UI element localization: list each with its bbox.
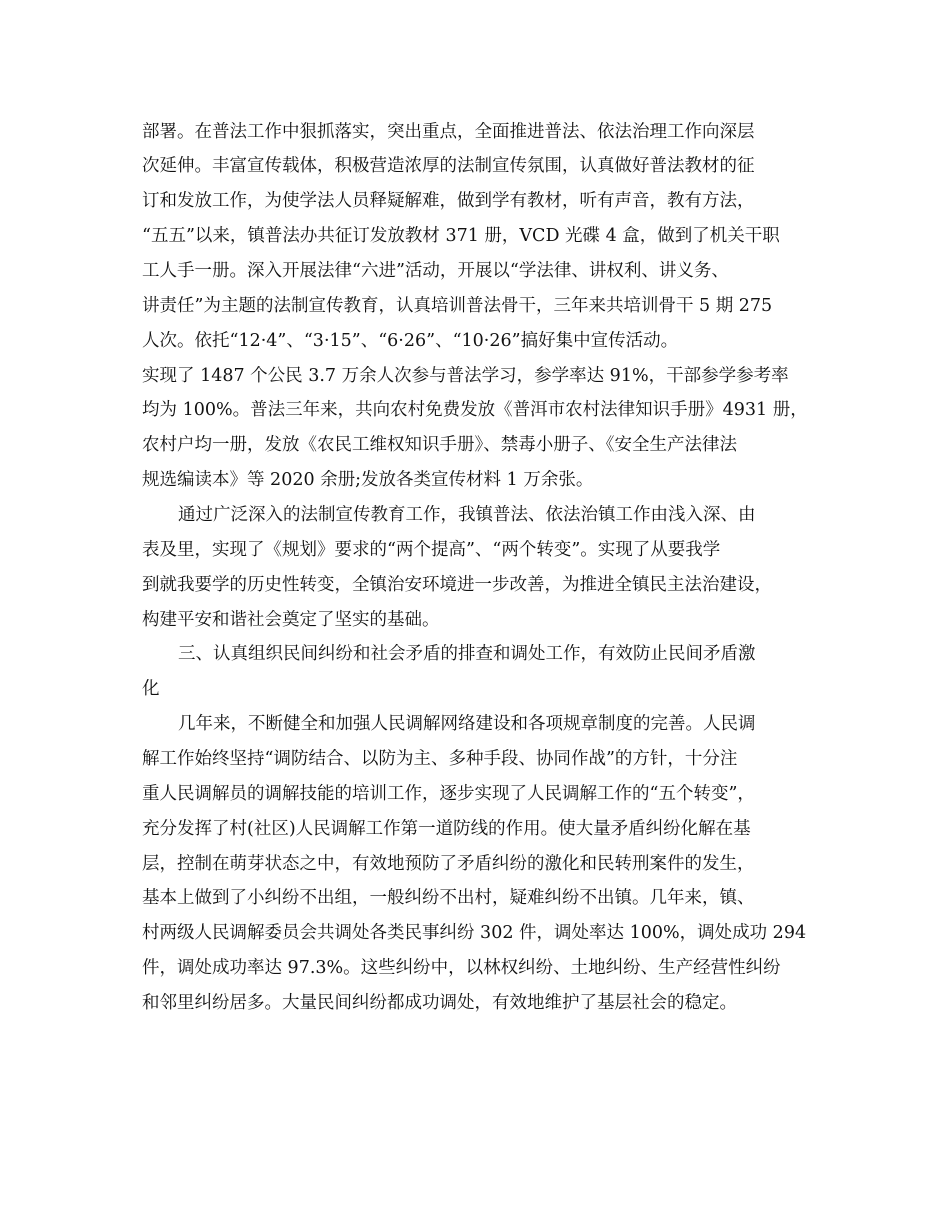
- text-line: 层，控制在萌芽状态之中，有效地预防了矛盾纠纷的激化和民转刑案件的发生，: [142, 854, 755, 874]
- text-line: 讲责任”为主题的法制宣传教育，认真培训普法骨干，三年来共培训骨干 5 期 275: [142, 296, 773, 316]
- paragraph-start-line: 几年来，不断健全和加强人民调解网络建设和各项规章制度的完善。人民调: [178, 714, 756, 734]
- text-line: 到就我要学的历史性转变，全镇治安环境进一步改善，为推进全镇民主法治建设，: [142, 575, 772, 595]
- text-line: 充分发挥了村(社区)人民调解工作第一道防线的作用。使大量矛盾纠纷化解在基: [142, 819, 751, 839]
- paragraph-start-line: 通过广泛深入的法制宣传教育工作，我镇普法、依法治镇工作由浅入深、由: [178, 505, 756, 525]
- section-heading-line: 三、认真组织民间纠纷和社会矛盾的排查和调处工作，有效防止民间矛盾激: [178, 644, 756, 664]
- text-line: 农村户均一册，发放《农民工维权知识手册》、禁毒小册子、《安全生产法律法: [142, 435, 737, 455]
- section-heading-line: 化: [142, 679, 160, 699]
- text-line: 订和发放工作，为使学法人员释疑解难，做到学有教材，听有声音，教有方法，: [142, 191, 755, 211]
- text-line: 构建平安和谐社会奠定了坚实的基础。: [142, 610, 440, 630]
- text-line: 和邻里纠纷居多。大量民间纠纷都成功调处，有效地维护了基层社会的稳定。: [142, 993, 737, 1013]
- text-line: 基本上做到了小纠纷不出组，一般纠纷不出村，疑难纠纷不出镇。几年来，镇、: [142, 888, 755, 908]
- text-line: 均为 100%。普法三年来，共向农村免费发放《普洱市农村法律知识手册》4931 册，: [142, 400, 808, 420]
- text-line: 表及里，实现了《规划》要求的“两个提高”、“两个转变”。实现了从要我学: [142, 540, 721, 560]
- text-line: 规选编读本》等 2020 余册;发放各类宣传材料 1 万余张。: [142, 470, 594, 490]
- text-line: 部署。在普法工作中狠抓落实，突出重点，全面推进普法、依法治理工作向深层: [142, 122, 755, 142]
- text-line: 件，调处成功率达 97.3%。这些纠纷中，以林权纠纷、土地纠纷、生产经营性纠纷: [142, 958, 781, 978]
- text-line: 重人民调解员的调解技能的培训工作，逐步实现了人民调解工作的“五个转变”，: [142, 784, 755, 804]
- text-line: “五五”以来，镇普法办共征订发放教材 371 册，VCD 光碟 4 盒，做到了机关干职: [142, 226, 780, 246]
- text-line: 解工作始终坚持“调防结合、以防为主、多种手段、协同作战”的方针，十分注: [142, 749, 738, 769]
- text-line: 工人手一册。深入开展法律“六进”活动，开展以“学法律、讲权利、讲义务、: [142, 261, 729, 281]
- text-line: 村两级人民调解委员会共调处各类民事纠纷 302 件，调处率达 100%，调处成功 294: [142, 923, 807, 943]
- text-line: 次延伸。丰富宣传载体，积极营造浓厚的法制宣传氛围，认真做好普法教材的征: [142, 156, 755, 176]
- text-line: 实现了 1487 个公民 3.7 万余人次参与普法学习，参学率达 91%，干部参学参考率: [142, 366, 789, 386]
- text-line: 人次。依托“12·4”、“3·15”、“6·26”、“10·26”搞好集中宣传活动。: [142, 331, 679, 351]
